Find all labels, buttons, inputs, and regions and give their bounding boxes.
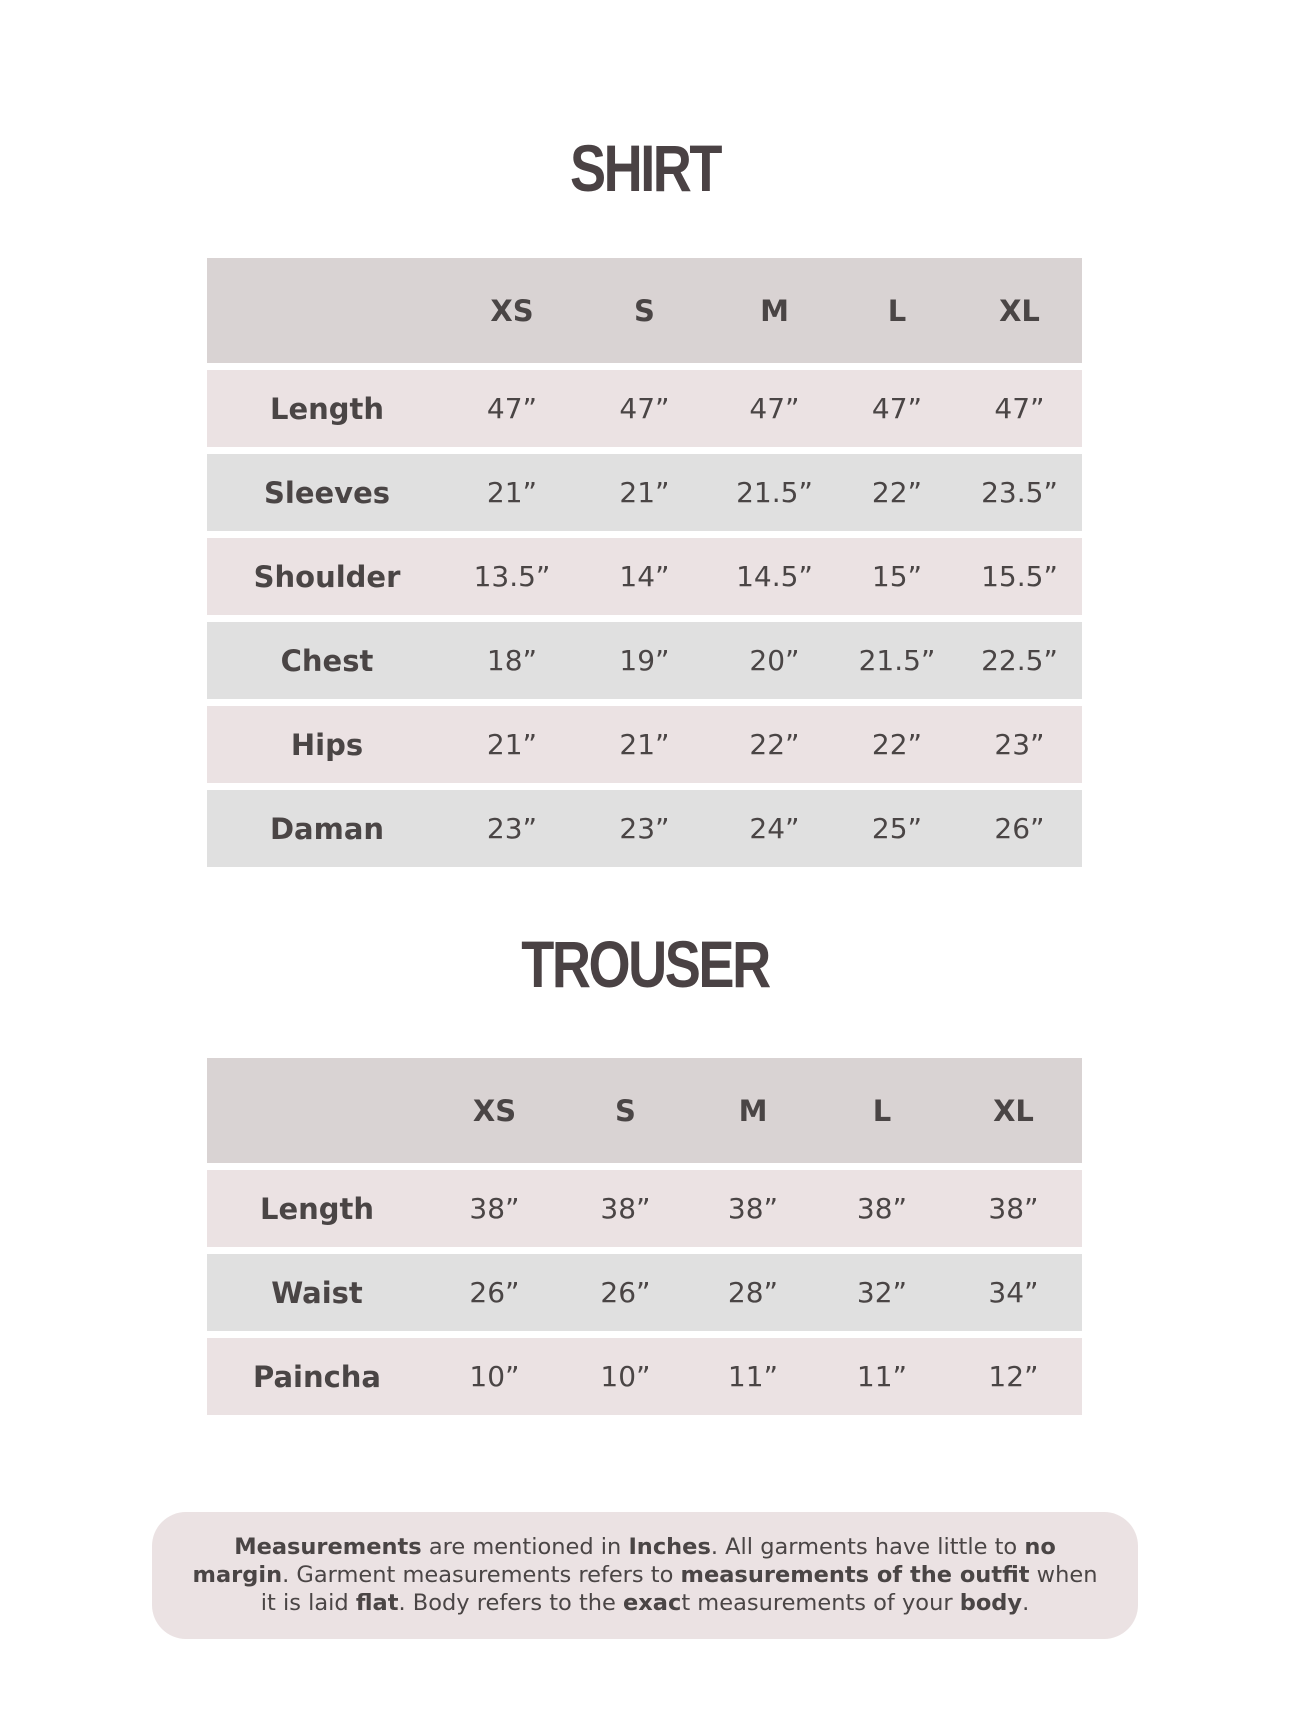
header-cell-l: L bbox=[887, 293, 907, 328]
table-cell: 38” bbox=[988, 1192, 1039, 1225]
table-header-row bbox=[207, 258, 1082, 363]
trouser-title: TROUSER bbox=[521, 927, 769, 1001]
table-cell: 11” bbox=[727, 1360, 779, 1393]
table-cell: 23.5” bbox=[981, 476, 1058, 509]
table-cell: 21.5” bbox=[736, 476, 813, 509]
table-cell: 23” bbox=[994, 728, 1045, 761]
header-cell-xl: XL bbox=[993, 1093, 1034, 1128]
table-cell: 47” bbox=[994, 392, 1045, 425]
note-text: . Garment measurements refers to bbox=[282, 1562, 681, 1588]
table-cell: 23” bbox=[486, 812, 538, 845]
row-label: Chest bbox=[280, 643, 374, 678]
note-bold: body bbox=[959, 1590, 1023, 1616]
note-text: are mentioned in bbox=[421, 1534, 629, 1560]
header-cell-xl: XL bbox=[999, 293, 1040, 328]
table-cell: 12” bbox=[988, 1360, 1039, 1393]
table-cell: 20” bbox=[749, 644, 800, 677]
header-cell-s: S bbox=[615, 1093, 636, 1128]
table-row bbox=[207, 370, 1082, 447]
table-row bbox=[207, 454, 1082, 531]
table-cell: 21” bbox=[486, 728, 538, 761]
table-cell: 15” bbox=[871, 560, 923, 593]
table-cell: 18” bbox=[486, 644, 538, 677]
note-text: t measurements of your bbox=[681, 1590, 960, 1616]
table-cell: 15.5” bbox=[981, 560, 1058, 593]
table-cell: 21” bbox=[486, 476, 538, 509]
table-cell: 38” bbox=[856, 1192, 908, 1225]
table-cell: 21.5” bbox=[858, 644, 936, 677]
header-cell-xs: XS bbox=[490, 293, 534, 328]
header-cell-m: M bbox=[738, 1093, 768, 1128]
table-cell: 24” bbox=[749, 812, 800, 845]
shirt-size-table bbox=[207, 258, 1082, 874]
table-cell: 22” bbox=[871, 476, 923, 509]
table-row bbox=[207, 622, 1082, 699]
note-text: . Body refers to the bbox=[398, 1590, 624, 1616]
trouser-size-table bbox=[207, 1058, 1082, 1422]
note-bold: exac bbox=[623, 1590, 682, 1616]
header-cell-s: S bbox=[634, 293, 655, 328]
table-cell: 14.5” bbox=[736, 560, 813, 593]
note-bold: measurements of the outfit bbox=[680, 1562, 1030, 1588]
row-label: Length bbox=[259, 1191, 375, 1226]
row-label: Paincha bbox=[252, 1359, 382, 1394]
table-row bbox=[207, 1338, 1082, 1415]
table-row bbox=[207, 1254, 1082, 1331]
table-cell: 47” bbox=[619, 392, 670, 425]
table-cell: 13.5” bbox=[473, 560, 551, 593]
note-bold: no margin bbox=[192, 1534, 1056, 1588]
shirt-title: SHIRT bbox=[569, 131, 721, 205]
table-cell: 38” bbox=[727, 1192, 779, 1225]
table-cell: 21” bbox=[619, 728, 670, 761]
table-cell: 21” bbox=[619, 476, 670, 509]
table-cell: 38” bbox=[600, 1192, 651, 1225]
table-cell: 34” bbox=[988, 1276, 1039, 1309]
note-bold: flat bbox=[355, 1590, 399, 1616]
note-bold: Inches bbox=[628, 1534, 711, 1560]
note-text: . All garments have little to bbox=[710, 1534, 1025, 1560]
row-label: Hips bbox=[290, 727, 364, 762]
table-cell: 22” bbox=[749, 728, 800, 761]
table-cell: 47” bbox=[871, 392, 923, 425]
table-cell: 23” bbox=[619, 812, 670, 845]
row-label: Shoulder bbox=[253, 559, 401, 594]
measurement-note bbox=[152, 1512, 1138, 1639]
table-cell: 26” bbox=[469, 1276, 520, 1309]
header-cell-xs: XS bbox=[472, 1093, 517, 1128]
table-row bbox=[207, 790, 1082, 867]
table-row bbox=[207, 1170, 1082, 1247]
table-cell: 14” bbox=[619, 560, 670, 593]
row-label: Length bbox=[269, 391, 385, 426]
table-cell: 22” bbox=[871, 728, 923, 761]
row-label: Waist bbox=[271, 1275, 363, 1310]
note-bold: Measurements bbox=[234, 1534, 422, 1560]
table-row bbox=[207, 706, 1082, 783]
table-header-row bbox=[207, 1058, 1082, 1163]
table-cell: 38” bbox=[469, 1192, 520, 1225]
table-cell: 10” bbox=[469, 1360, 520, 1393]
table-cell: 47” bbox=[486, 392, 538, 425]
table-cell: 25” bbox=[871, 812, 923, 845]
header-cell-l: L bbox=[872, 1093, 892, 1128]
row-label: Sleeves bbox=[264, 475, 390, 510]
table-cell: 32” bbox=[856, 1276, 908, 1309]
row-label: Daman bbox=[269, 811, 385, 846]
table-cell: 26” bbox=[600, 1276, 651, 1309]
note-text: when it is laid bbox=[260, 1562, 1098, 1616]
table-cell: 28” bbox=[727, 1276, 779, 1309]
table-cell: 26” bbox=[994, 812, 1045, 845]
table-cell: 22.5” bbox=[981, 644, 1058, 677]
table-cell: 11” bbox=[856, 1360, 908, 1393]
header-cell-m: M bbox=[760, 293, 789, 328]
note-text: . bbox=[1022, 1590, 1030, 1616]
table-cell: 19” bbox=[619, 644, 670, 677]
table-row bbox=[207, 538, 1082, 615]
table-cell: 10” bbox=[600, 1360, 651, 1393]
table-cell: 47” bbox=[749, 392, 800, 425]
